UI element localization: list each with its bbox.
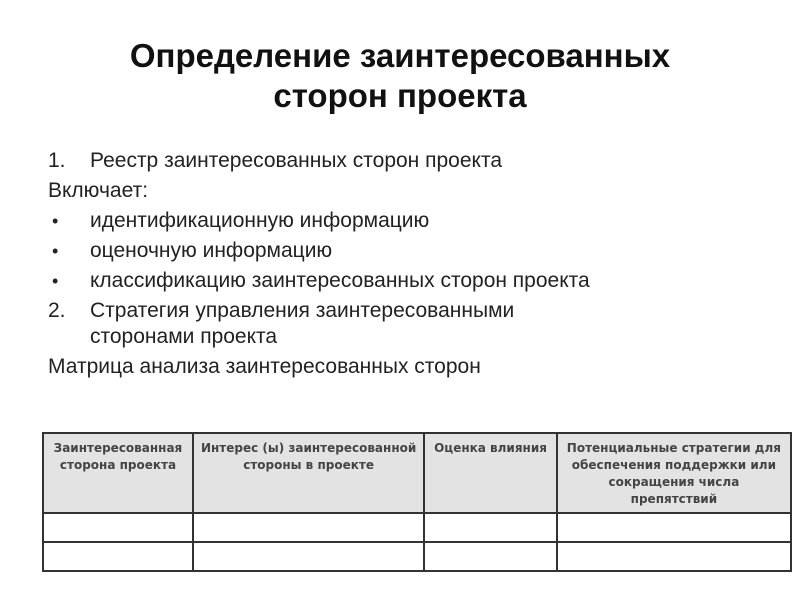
- table-row: [43, 513, 791, 542]
- table-cell: [557, 542, 791, 571]
- matrix-label: Матрица анализа заинтересованных сторон: [48, 355, 481, 378]
- bullet-item-1: [48, 208, 768, 234]
- page-title: [0, 36, 800, 116]
- numbered-item-2: [48, 298, 768, 350]
- item-text: Реестр заинтересованных сторон проекта: [90, 149, 503, 172]
- table-header-row: [43, 433, 791, 513]
- item-text: [90, 298, 768, 350]
- table-cell: [193, 542, 424, 571]
- header-influence: Оценка влияния: [424, 433, 557, 513]
- table-cell: [193, 513, 424, 542]
- bullet-item-3: [48, 268, 768, 294]
- bullet-icon: •: [52, 211, 59, 231]
- table-cell: [424, 542, 557, 571]
- includes-label: Включает:: [48, 179, 149, 202]
- page-title-line-1: Определение заинтересованных: [129, 37, 671, 74]
- header-strategies: Потенциальные стратегии для обеспечения поддержки или сокращения числа препятствий: [557, 433, 791, 513]
- table-cell: [43, 513, 193, 542]
- page-title-line-2: сторон проекта: [273, 77, 527, 114]
- table-cell: [424, 513, 557, 542]
- item-text-line-2: сторонами проекта: [90, 325, 278, 348]
- table-cell: [43, 542, 193, 571]
- numbered-item-1: [48, 148, 768, 174]
- item-number: 1.: [48, 149, 66, 172]
- bullet-icon: •: [52, 241, 59, 261]
- table-cell: [557, 513, 791, 542]
- bullet-item-2: [48, 238, 768, 264]
- header-interest: Интерес (ы) заинтересованной стороны в проекте: [193, 433, 424, 513]
- bullet-text: оценочную информацию: [90, 239, 333, 262]
- header-stakeholder: Заинтересованная сторона проекта: [43, 433, 193, 513]
- bullet-text: классификацию заинтересованных сторон проекта: [90, 269, 590, 292]
- stakeholder-matrix-table: [42, 432, 792, 572]
- table-row: [43, 542, 791, 571]
- content-list: [48, 148, 768, 384]
- item-number: 2.: [48, 299, 66, 322]
- item-text-line-1: Стратегия управления заинтересованными: [90, 299, 515, 322]
- bullet-text: идентификационную информацию: [90, 209, 430, 232]
- bullet-icon: •: [52, 271, 59, 291]
